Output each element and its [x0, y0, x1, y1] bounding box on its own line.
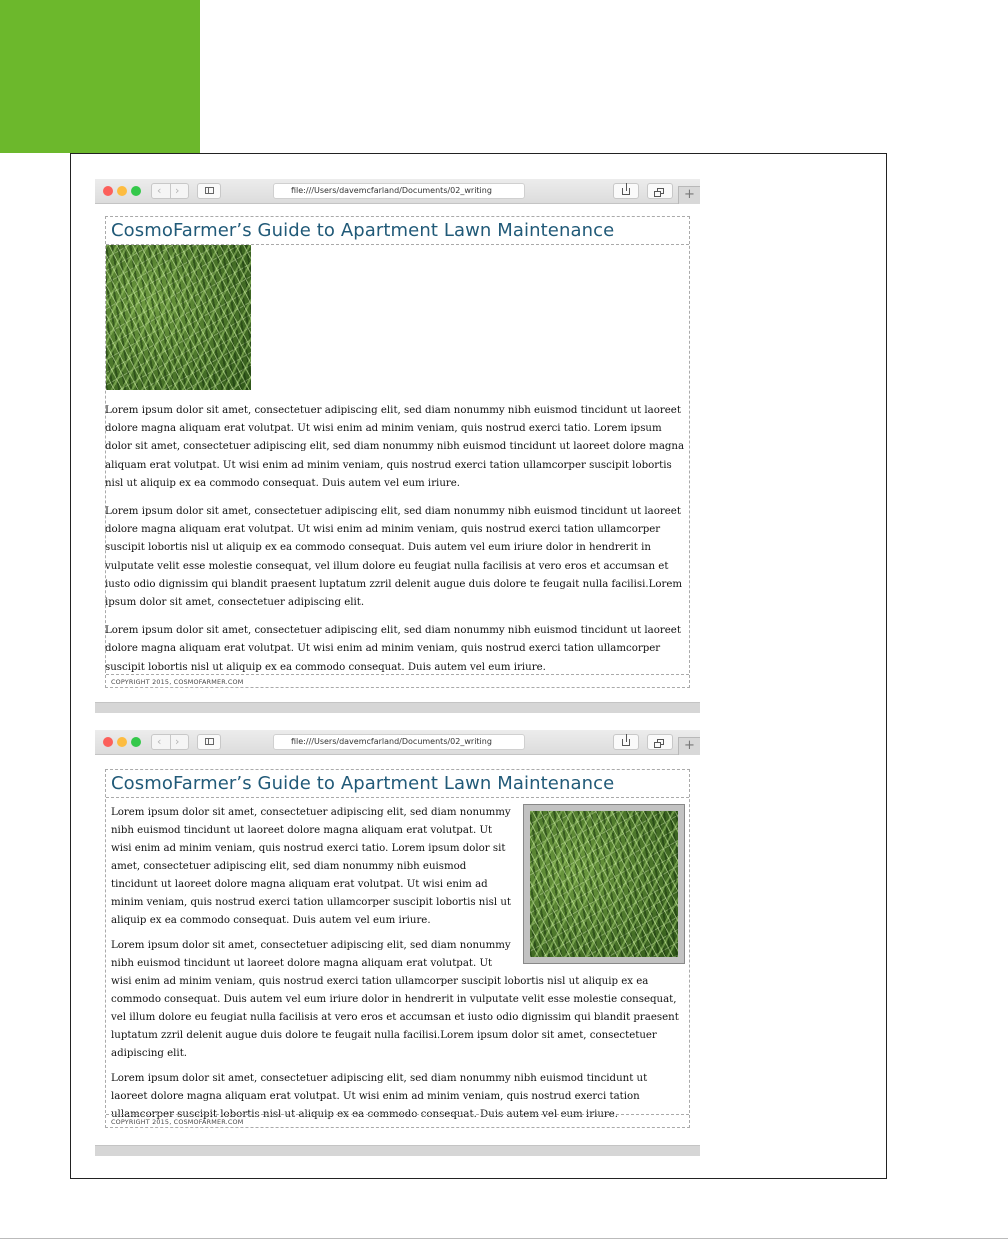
browser-window-1	[95, 179, 700, 713]
status-bar	[95, 702, 700, 713]
show-tabs-button[interactable]	[647, 183, 673, 199]
web-page	[105, 769, 690, 1128]
sidebar-button[interactable]	[197, 183, 221, 199]
close-window-button[interactable]	[103, 737, 113, 747]
plus-icon[interactable]: +	[678, 737, 700, 755]
paragraph: Lorem ipsum dolor sit amet, consectetuer adipiscing elit, sed diam nonummy nibh euismod tincidunt ut laoreet dolore magna aliquam erat volutpat. Ut wisi enim ad minim veniam, quis nostrud exerci tatio. Lorem ipsum dolor sit amet, consectetuer adipiscing elit, sed diam nonummy nibh euismod tincidunt ut laoreet dolore magna aliquam erat volutpat. Ut wisi enim ad minim veniam, quis nostrud exerci tation ullamcorper suscipit lobortis nisl ut aliquip ex ea commodo consequat. Duis autem vel eum iriure.	[111, 807, 511, 926]
page-bottom-rule	[0, 1238, 1008, 1239]
copyright-footer: COPYRIGHT 2015, COSMOFARMER.COM	[106, 674, 689, 687]
browser-toolbar	[95, 179, 700, 204]
address-bar[interactable]	[273, 183, 525, 199]
browser-toolbar	[95, 730, 700, 755]
paragraph: Lorem ipsum dolor sit amet, consectetuer adipiscing elit, sed diam nonummy nibh euismod tincidunt ut laoreet dolore magna aliquam erat volutpat. Ut wisi enim ad minim veniam, quis nostrud exerci tation ullamcorper suscipit lobortis nisl ut aliquip ex ea commodo consequat. Duis autem vel eum iriure dolor in hendrerit in vulputate velit esse molestie consequat, vel illum dolore eu feugiat nulla facilisis at vero eros et accumsan et iusto odio dignissim qui blandit praesent luptatum zzril delenit augue duis dolore te feugait nulla facilisi.Lorem ipsum dolor sit amet, consectetuer adipiscing elit.	[105, 506, 683, 609]
grass-image	[106, 245, 251, 390]
address-text: file:///Users/davemcfarland/Documents/02_writing	[291, 737, 492, 746]
sidebar-button[interactable]	[197, 734, 221, 750]
paragraph: Lorem ipsum dolor sit amet, consectetuer adipiscing elit, sed diam nonummy nibh euismod tincidunt ut laoreet dolore magna aliquam erat volutpat. Ut wisi enim ad minim veniam, quis nostrud exerci tatio. Lorem ipsum dolor sit amet, consectetuer adipiscing elit, sed diam nonummy nibh euismod tincidunt ut laoreet dolore magna aliquam erat volutpat. Ut wisi enim ad minim veniam, quis nostrud exerci tation ullamcorper suscipit lobortis nisl ut aliquip ex ea commodo consequat. Duis autem vel eum iriure.	[105, 405, 685, 489]
paragraph: Lorem ipsum dolor sit amet, consectetuer adipiscing elit, sed diam nonummy nibh euismod tincidunt ut laoreet dolore magna aliquam erat volutpat. Ut wisi enim ad minim veniam, quis nostrud exerci tation ullamcorper suscipit lobortis nisl ut aliquip ex ea commodo consequat. Duis autem vel eum iriure dolor in hendrerit in vulputate velit esse molestie consequat, vel illum dolore eu feugiat nulla facilisis at vero eros et accumsan et iusto odio dignissim qui blandit praesent luptatum zzril delenit augue duis dolore te feugait nulla facilisi.Lorem ipsum dolor sit amet, consectetuer adipiscing elit.	[111, 940, 679, 1059]
chevron-left-icon[interactable]: ‹	[157, 735, 162, 748]
page-title: CosmoFarmer’s Guide to Apartment Lawn Maintenance	[111, 220, 615, 241]
page-body	[106, 245, 689, 677]
sidebar-icon	[205, 738, 214, 745]
minimize-window-button[interactable]	[117, 186, 127, 196]
plus-icon[interactable]: +	[678, 186, 700, 204]
browser-window-2	[95, 730, 700, 1156]
copyright-footer: COPYRIGHT 2015, COSMOFARMER.COM	[106, 1114, 689, 1127]
share-button[interactable]	[613, 183, 639, 199]
share-button[interactable]	[613, 734, 639, 750]
share-icon	[622, 739, 630, 746]
page-body	[106, 798, 689, 1124]
navigation-buttons	[151, 734, 189, 750]
address-text: file:///Users/davemcfarland/Documents/02_writing	[291, 186, 492, 195]
paragraph: Lorem ipsum dolor sit amet, consectetuer adipiscing elit, sed diam nonummy nibh euismod tincidunt ut laoreet dolore magna aliquam erat volutpat. Ut wisi enim ad minim veniam, quis nostrud exerci tation ullamcorper suscipit lobortis nisl ut aliquip ex ea commodo consequat. Duis autem vel eum iriure.	[105, 625, 681, 673]
grass-image	[530, 811, 678, 957]
page-header	[106, 217, 689, 245]
zoom-window-button[interactable]	[131, 737, 141, 747]
zoom-window-button[interactable]	[131, 186, 141, 196]
show-tabs-button[interactable]	[647, 734, 673, 750]
chapter-tab	[0, 0, 200, 153]
close-window-button[interactable]	[103, 186, 113, 196]
page-title: CosmoFarmer’s Guide to Apartment Lawn Maintenance	[111, 773, 615, 794]
page-header	[106, 770, 689, 798]
web-page	[105, 216, 690, 688]
chevron-left-icon[interactable]: ‹	[157, 184, 162, 197]
chevron-right-icon[interactable]: ›	[175, 735, 180, 748]
share-icon	[622, 188, 630, 195]
tabs-icon	[657, 188, 664, 194]
sidebar-icon	[205, 187, 214, 194]
tabs-icon	[657, 739, 664, 745]
paragraph: Lorem ipsum dolor sit amet, consectetuer adipiscing elit, sed diam nonummy nibh euismod tincidunt ut laoreet dolore magna aliquam erat volutpat. Ut wisi enim ad minim veniam, quis nostrud exerci tation ullamcorper suscipit lobortis nisl ut aliquip ex ea commodo consequat. Duis autem vel eum iriure.	[111, 1073, 648, 1120]
navigation-buttons	[151, 183, 189, 199]
address-bar[interactable]	[273, 734, 525, 750]
chevron-right-icon[interactable]: ›	[175, 184, 180, 197]
floated-image-frame	[523, 804, 685, 964]
nav-divider	[170, 184, 171, 198]
status-bar	[95, 1145, 700, 1156]
nav-divider	[170, 735, 171, 749]
minimize-window-button[interactable]	[117, 737, 127, 747]
